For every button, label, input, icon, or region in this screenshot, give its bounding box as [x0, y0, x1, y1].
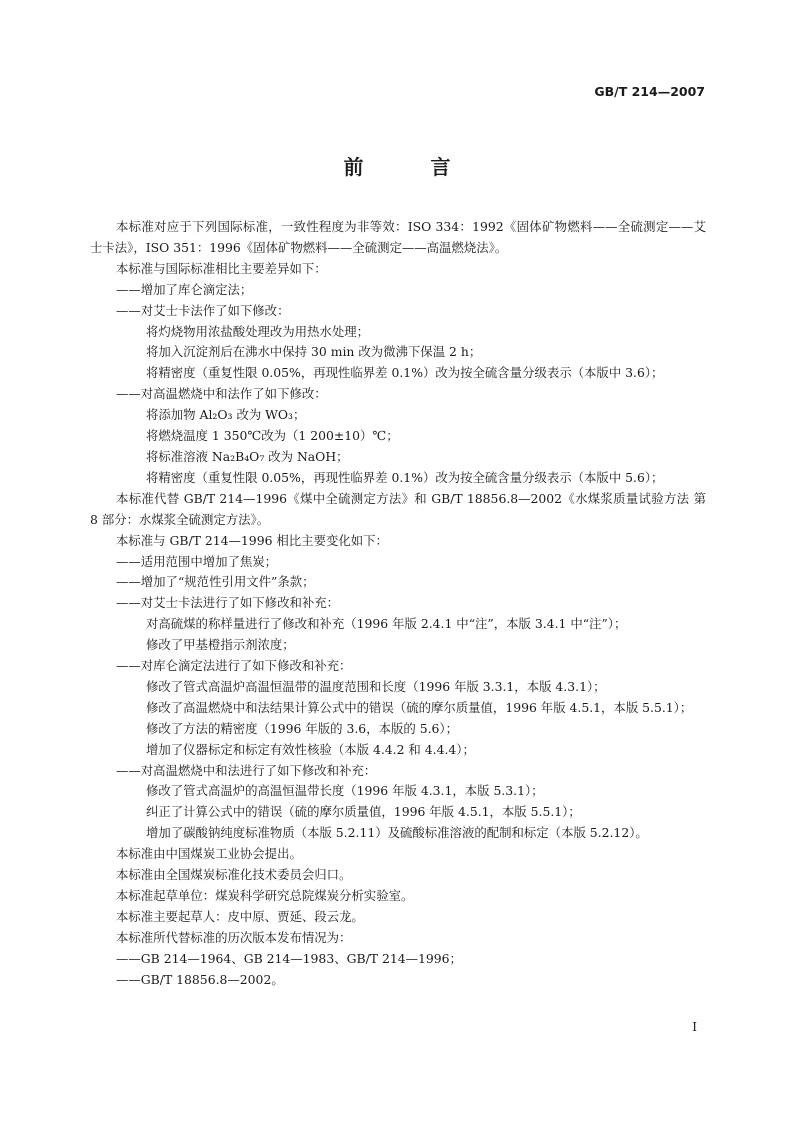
paragraph: 本标准主要起草人：皮中原、贾延、段云龙。	[116, 908, 364, 924]
paragraph: 本标准由中国煤炭工业协会提出。	[116, 846, 302, 862]
sub-list-item: 增加了碳酸钠纯度标准物质（本版 5.2.11）及硫酸标准溶液的配制和标定（本版 5.2.12）。	[146, 825, 648, 841]
paragraph: 本标准与 GB/T 214—1996 相比主要变化如下：	[116, 532, 388, 548]
dash-list-item: ——适用范围中增加了焦炭；	[116, 553, 278, 569]
standard-number: GB/T 214—2007	[594, 84, 705, 99]
sub-list-item: 将燃烧温度 1 350℃改为（1 200±10）℃；	[146, 428, 399, 444]
sub-list-item: 将精密度（重复性限 0.05%，再现性临界差 0.1%）改为按全硫含量分级表示（本版中 3.6）；	[146, 365, 664, 381]
paragraph: 本标准代替 GB/T 214—1996《煤中全硫测定方法》和 GB/T 18856.8—2002《水煤浆质量试验方法 第 8 部分：水煤浆全硫测定方法》。	[90, 490, 706, 527]
dash-list-item: ——对高温燃烧中和法作了如下修改：	[116, 386, 327, 402]
dash-list-item: ——增加了“规范性引用文件”条款；	[116, 574, 315, 590]
dash-list-item: ——对艾士卡法进行了如下修改和补充：	[116, 595, 340, 611]
sub-list-item: 将标准溶液 Na₂B₄O₇ 改为 NaOH；	[146, 448, 349, 464]
dash-list-item: ——GB/T 18856.8—2002。	[116, 971, 284, 987]
sub-list-item: 修改了甲基橙指示剂浓度；	[146, 637, 295, 653]
paragraph: 本标准所代替标准的历次版本发布情况为：	[116, 929, 352, 945]
sub-list-item: 将加入沉淀剂后在沸水中保持 30 min 改为微沸下保温 2 h；	[146, 344, 482, 360]
dash-list-item: ——对库仑滴定法进行了如下修改和补充：	[116, 658, 352, 674]
sub-list-item: 将灼烧物用浓盐酸处理改为用热水处理；	[146, 323, 370, 339]
sub-list-item: 修改了管式高温炉高温恒温带的温度范围和长度（1996 年版 3.3.1，本版 4.3.1）；	[146, 678, 606, 694]
sub-list-item: 修改了高温燃烧中和法结果计算公式中的错误（硫的摩尔质量值，1996 年版 4.5.1，本版 5.5.1）；	[146, 699, 693, 715]
dash-list-item: ——GB 214—1964、GB 214—1983、GB/T 214—1996；	[116, 950, 462, 966]
page-title: 前 言	[343, 155, 481, 179]
sub-list-item: 修改了方法的精密度（1996 年版的 3.6，本版的 5.6）；	[146, 720, 458, 736]
sub-list-item: 增加了仪器标定和标定有效性核验（本版 4.4.2 和 4.4.4）；	[146, 741, 475, 757]
dash-list-item: ——对艾士卡法作了如下修改：	[116, 302, 290, 318]
paragraph: 本标准对应于下列国际标准，一致性程度为非等效：ISO 334：1992《固体矿物燃料——全硫测定——艾士卡法》，ISO 351：1996《固体矿物燃料——全硫测定——高温燃烧法》。	[90, 219, 706, 255]
paragraph: 本标准与国际标准相比主要差异如下：	[116, 260, 327, 276]
sub-list-item: 纠正了计算公式中的错误（硫的摩尔质量值，1996 年版 4.5.1，本版 5.5.1）；	[146, 804, 581, 820]
document-body	[90, 217, 706, 991]
dash-list-item: ——增加了库仑滴定法；	[116, 281, 253, 297]
page-number: I	[692, 1020, 697, 1034]
sub-list-item: 修改了管式高温炉的高温恒温带长度（1996 年版 4.3.1，本版 5.3.1）；	[146, 783, 544, 799]
sub-list-item: 将精密度（重复性限 0.05%，再现性临界差 0.1%）改为按全硫含量分级表示（本版中 5.6）；	[146, 469, 664, 485]
dash-list-item: ——对高温燃烧中和法进行了如下修改和补充：	[116, 762, 377, 778]
sub-list-item: 将添加物 Al₂O₃ 改为 WO₃；	[146, 407, 306, 423]
sub-list-item: 对高硫煤的称样量进行了修改和补充（1996 年版 2.4.1 中“注”，本版 3.4.1 中“注”）；	[146, 616, 627, 632]
paragraph: 本标准由全国煤炭标准化技术委员会归口。	[116, 867, 352, 883]
paragraph: 本标准起草单位：煤炭科学研究总院煤炭分析实验室。	[116, 888, 414, 903]
